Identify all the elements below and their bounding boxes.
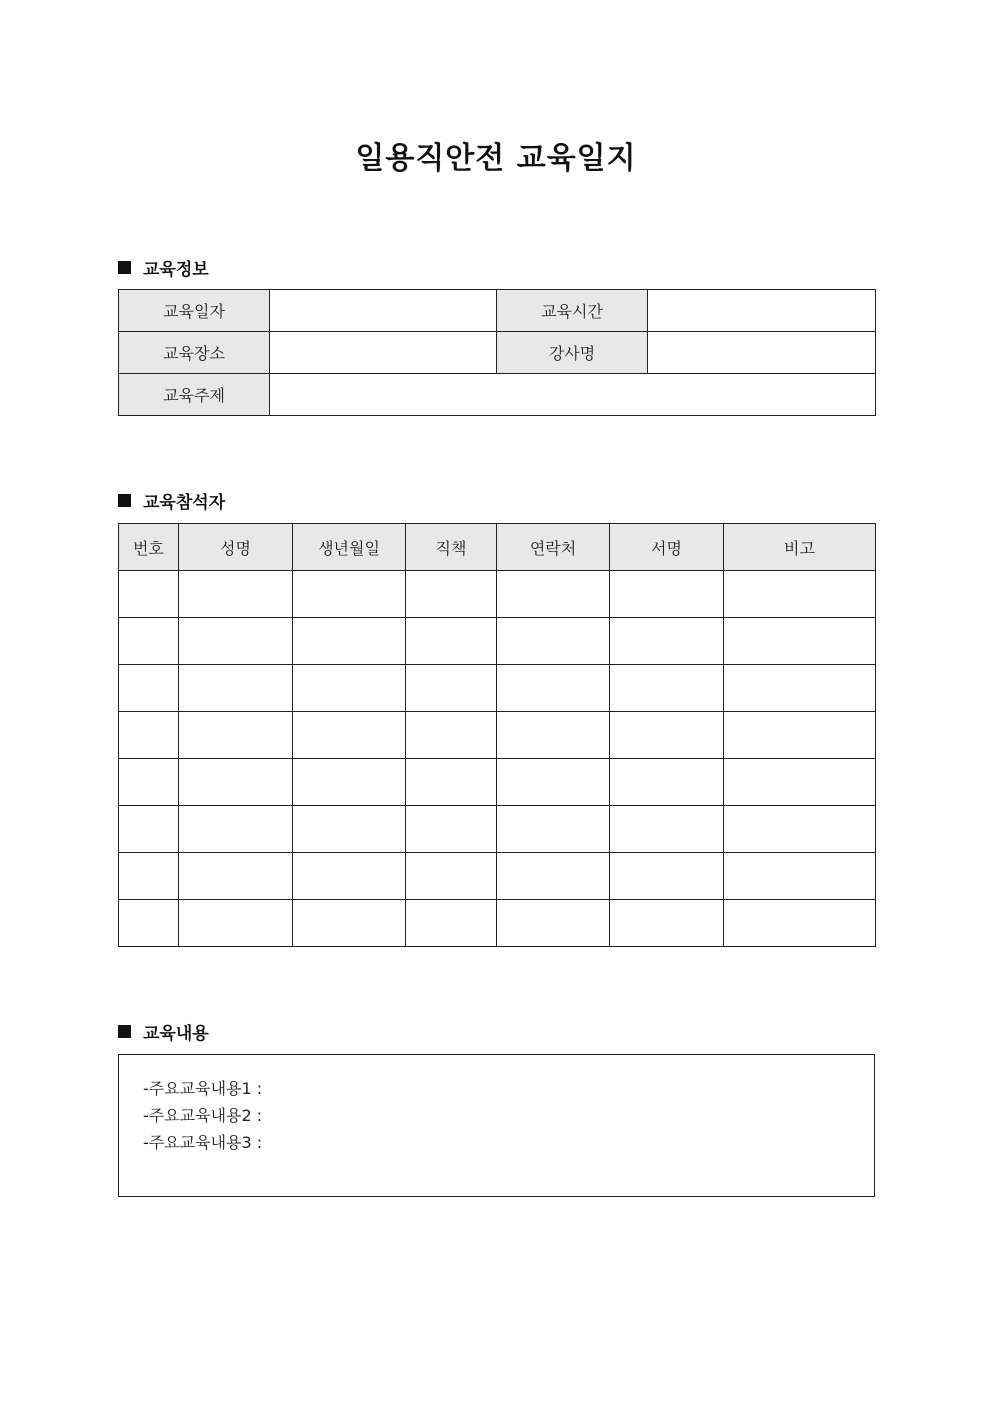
attendee-cell[interactable] [610,853,724,900]
attendee-cell[interactable] [119,759,179,806]
document-title: 일용직안전 교육일지 [355,141,637,176]
table-row [119,618,876,665]
column-header-position: 직책 [406,524,497,571]
attendee-cell[interactable] [406,853,497,900]
attendee-cell[interactable] [293,618,406,665]
attendee-cell[interactable] [724,712,876,759]
attendee-cell[interactable] [119,618,179,665]
attendee-cell[interactable] [293,759,406,806]
attendee-cell[interactable] [724,571,876,618]
attendee-cell[interactable] [293,900,406,947]
attendee-cell[interactable] [179,853,293,900]
attendee-cell[interactable] [179,712,293,759]
education-info-table [118,289,876,416]
topic-label: 교육주제 [119,374,270,416]
attendee-cell[interactable] [179,759,293,806]
date-label: 교육일자 [119,290,270,332]
place-value-cell[interactable] [270,332,497,374]
content-line-1: -주요교육내용1 : [143,1079,263,1098]
attendee-cell[interactable] [406,571,497,618]
table-row [119,900,876,947]
column-header-number: 번호 [119,524,179,571]
attendee-cell[interactable] [497,665,610,712]
table-row [119,571,876,618]
attendee-cell[interactable] [724,806,876,853]
attendee-cell[interactable] [610,900,724,947]
topic-value-cell[interactable] [270,374,876,416]
attendee-cell[interactable] [119,853,179,900]
attendee-cell[interactable] [497,618,610,665]
attendee-cell[interactable] [293,712,406,759]
content-section-title: 교육내용 [143,1024,209,1044]
attendee-cell[interactable] [724,759,876,806]
attendee-cell[interactable] [293,853,406,900]
attendee-cell[interactable] [724,900,876,947]
table-row [119,712,876,759]
column-header-contact: 연락처 [497,524,610,571]
date-value-cell[interactable] [270,290,497,332]
attendee-cell[interactable] [119,712,179,759]
attendee-cell[interactable] [406,618,497,665]
attendee-cell[interactable] [724,665,876,712]
attendee-cell[interactable] [497,571,610,618]
table-header-row [119,524,876,571]
place-label: 교육장소 [119,332,270,374]
attendee-cell[interactable] [610,618,724,665]
square-bullet-icon [118,261,131,274]
column-header-signature: 서명 [610,524,724,571]
attendee-cell[interactable] [119,571,179,618]
content-line-3: -주요교육내용3 : [143,1133,263,1152]
attendee-cell[interactable] [119,900,179,947]
table-row [119,332,876,374]
attendee-cell[interactable] [293,665,406,712]
attendee-cell[interactable] [179,665,293,712]
square-bullet-icon [118,494,131,507]
column-header-name: 성명 [179,524,293,571]
attendee-cell[interactable] [179,571,293,618]
attendee-cell[interactable] [610,759,724,806]
info-section-heading [118,255,209,280]
attendee-cell[interactable] [119,665,179,712]
attendee-cell[interactable] [406,806,497,853]
attendee-cell[interactable] [610,571,724,618]
time-label: 교육시간 [497,290,648,332]
column-header-remarks: 비고 [724,524,876,571]
attendee-cell[interactable] [179,900,293,947]
attendee-cell[interactable] [610,712,724,759]
square-bullet-icon [118,1025,131,1038]
attendee-cell[interactable] [497,712,610,759]
table-row [119,374,876,416]
attendee-cell[interactable] [497,759,610,806]
content-section-heading [118,1019,209,1044]
attendee-cell[interactable] [406,759,497,806]
time-value-cell[interactable] [648,290,876,332]
table-row [119,759,876,806]
attendee-cell[interactable] [497,853,610,900]
attendee-section-heading [118,488,225,513]
education-content-box[interactable] [118,1054,875,1197]
attendee-cell[interactable] [179,618,293,665]
attendee-cell[interactable] [724,853,876,900]
table-row [119,290,876,332]
content-lines [143,1075,262,1156]
attendee-section-title: 교육참석자 [143,493,226,513]
instructor-label: 강사명 [497,332,648,374]
table-row [119,665,876,712]
info-section-title: 교육정보 [143,260,209,280]
attendee-table-body [119,571,876,947]
column-header-birthdate: 생년월일 [293,524,406,571]
attendee-cell[interactable] [610,806,724,853]
table-row [119,806,876,853]
attendee-cell[interactable] [293,806,406,853]
attendee-cell[interactable] [497,900,610,947]
content-line-2: -주요교육내용2 : [143,1106,263,1125]
attendee-cell[interactable] [406,665,497,712]
attendee-cell[interactable] [119,806,179,853]
attendee-cell[interactable] [497,806,610,853]
instructor-value-cell[interactable] [648,332,876,374]
attendee-cell[interactable] [406,712,497,759]
attendee-cell[interactable] [610,665,724,712]
attendee-table [118,523,876,947]
attendee-cell[interactable] [293,571,406,618]
attendee-cell[interactable] [179,806,293,853]
table-row [119,853,876,900]
attendee-cell[interactable] [406,900,497,947]
attendee-cell[interactable] [724,618,876,665]
